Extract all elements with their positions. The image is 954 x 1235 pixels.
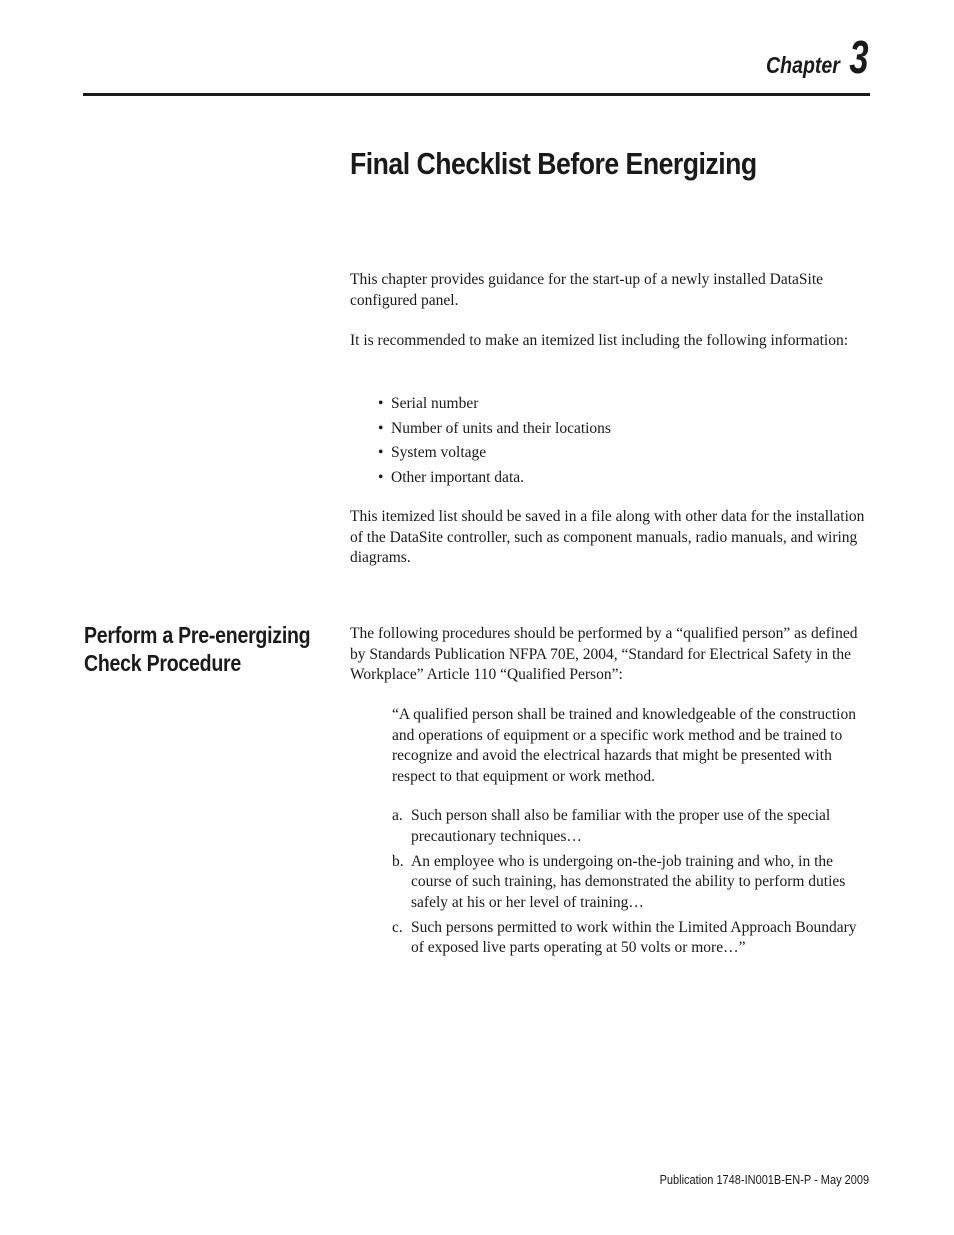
chapter-label: Chapter — [765, 52, 840, 78]
intro-paragraph-3 — [350, 507, 865, 569]
list-item — [378, 466, 611, 491]
list-marker: b. — [392, 852, 404, 870]
bullet-icon: • — [378, 419, 384, 437]
intro-paragraph-2 — [350, 331, 865, 352]
list-marker: a. — [392, 807, 403, 824]
page-title: Final Checklist Before Energizing — [350, 146, 757, 181]
list-item — [378, 417, 611, 442]
bullet-icon: • — [378, 469, 384, 487]
intro-text-1: This chapter provides guidance for the start-up of a newly installed DataSite configured panel. — [350, 271, 824, 309]
list-marker: c. — [392, 918, 403, 936]
intro-paragraph-1 — [350, 270, 865, 311]
intro-text-2: It is recommended to make an itemized list including the following information: — [350, 332, 849, 349]
bullet-text: Number of units and their locations — [391, 419, 611, 437]
list-item-text: An employee who is undergoing on-the-job training and who, in the course of such training, has demonstrated the ability to perform duties safely at his or her level of training… — [411, 852, 846, 911]
list-item — [378, 441, 611, 466]
section-text: The following procedures should be performed by a “qualified person” as defined by Standards Publication NFPA 70E, 2004, “Standard for Electrical Safety in the Workplace” Article 110 “Qualified Person”: — [350, 625, 858, 683]
chapter-number: 3 — [849, 31, 869, 83]
section-paragraph — [350, 624, 865, 686]
section-heading: Perform a Pre-energizing Check Procedure — [84, 622, 311, 676]
qualified-person-list — [392, 806, 867, 963]
header-rule — [83, 93, 870, 96]
bullet-text: System voltage — [391, 444, 487, 462]
bullet-text: Other important data. — [391, 469, 524, 487]
list-item — [392, 852, 867, 914]
bullet-text: Serial number — [391, 395, 479, 412]
list-item — [378, 392, 611, 417]
bullet-icon: • — [378, 395, 384, 412]
info-bullet-list — [378, 392, 611, 491]
intro-text-3: This itemized list should be saved in a file along with other data for the installation of the DataSite controller, such as component manuals, radio manuals, and wiring diagrams. — [350, 508, 865, 566]
list-item-text: Such persons permitted to work within the Limited Approach Boundary of exposed live parts operating at 50 volts or more…” — [411, 918, 857, 956]
bullet-icon: • — [378, 444, 384, 462]
publication-footer: Publication 1748-IN001B-EN-P - May 2009 — [659, 1173, 869, 1187]
quote-paragraph: “A qualified person shall be trained and knowledgeable of the construction and operations of equipment or a specific work method and be trained to recognize and avoid the electrical hazards that might be presented with respect to that equipment or work method. — [392, 706, 856, 785]
chapter-header — [753, 31, 870, 83]
list-item — [392, 918, 867, 959]
list-item — [392, 806, 867, 847]
list-item-text: Such person shall also be familiar with the proper use of the special precautionary techniques… — [411, 807, 831, 845]
